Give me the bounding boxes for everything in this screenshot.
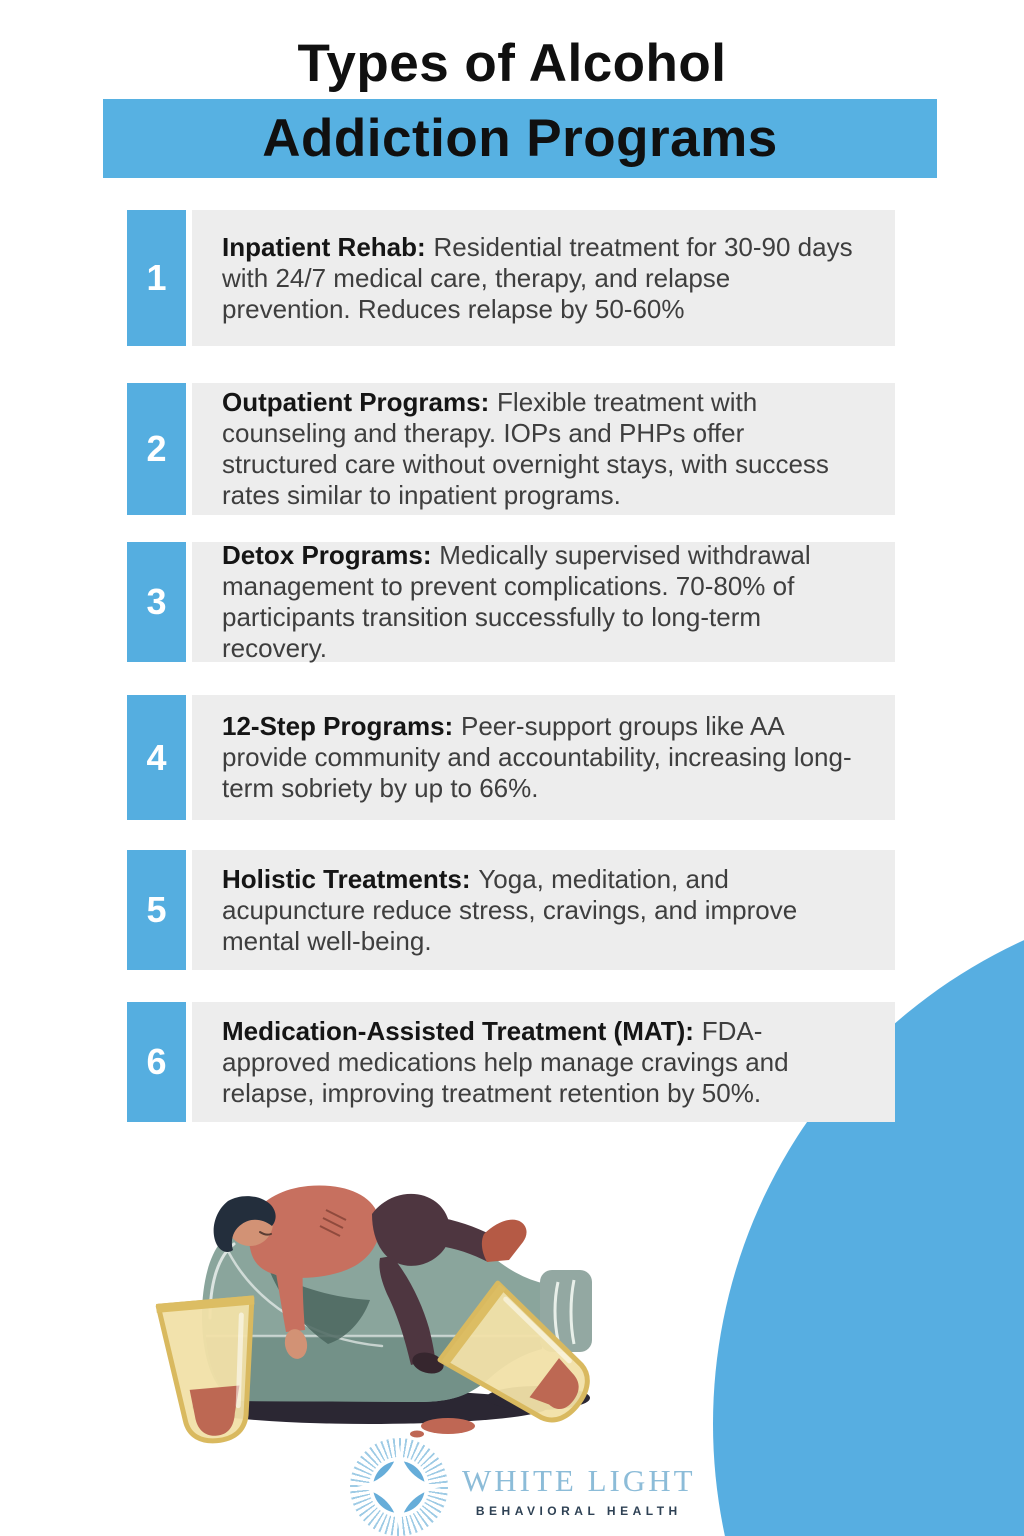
item-panel xyxy=(192,1002,895,1122)
program-item-6 xyxy=(127,1002,895,1122)
item-number: 6 xyxy=(146,1041,167,1082)
item-text xyxy=(192,232,895,325)
item-description: Peer-support groups like AA provide community and accountability, increasing long-term sobriety by up to 66%. xyxy=(222,711,852,803)
item-number-badge xyxy=(127,1002,186,1122)
page-title-line1: Types of Alcohol xyxy=(297,34,727,93)
brand-tagline: BEHAVIORAL HEALTH xyxy=(475,1503,682,1518)
item-number-badge xyxy=(127,542,186,662)
program-item-2 xyxy=(127,383,895,515)
item-description: Flexible treatment with counseling and therapy. IOPs and PHPs offer structured care without overnight stays, with success rates similar to inpatient programs. xyxy=(222,387,829,510)
spill-drop xyxy=(410,1431,424,1438)
program-item-4 xyxy=(127,695,895,820)
brand-lockup xyxy=(350,1438,696,1536)
drunk-man-on-bottle-illustration xyxy=(130,1160,750,1460)
title-banner xyxy=(103,99,937,178)
item-text xyxy=(192,1016,895,1109)
item-number: 1 xyxy=(146,257,167,298)
item-panel xyxy=(192,542,895,662)
item-text xyxy=(192,711,895,804)
red-shoe xyxy=(482,1220,527,1262)
item-label: Holistic Treatments: xyxy=(222,863,471,894)
item-label: Outpatient Programs: xyxy=(222,387,490,417)
item-number: 4 xyxy=(146,736,167,778)
brand-text xyxy=(462,1457,696,1518)
item-panel xyxy=(192,695,895,820)
item-number: 5 xyxy=(146,889,167,930)
item-text xyxy=(192,387,895,511)
item-description: Yoga, meditation, and acupuncture reduce stress, cravings, and improve mental well-being. xyxy=(222,863,798,956)
program-item-5 xyxy=(127,850,895,970)
item-panel xyxy=(192,210,895,346)
item-label: Inpatient Rehab: xyxy=(222,231,426,262)
item-description: FDA-approved medications help manage cravings and relapse, improving treatment retention by 50%. xyxy=(222,1015,789,1108)
starburst-logo-icon xyxy=(350,1438,448,1536)
item-description: Residential treatment for 30-90 days with 24/7 medical care, therapy, and relapse prevention. Reduces relapse by 50-60% xyxy=(222,231,853,324)
item-label: 12-Step Programs: xyxy=(222,711,454,741)
item-number-badge xyxy=(127,850,186,970)
spill-puddle xyxy=(421,1418,475,1434)
program-item-3 xyxy=(127,542,895,662)
corner-circle-decoration xyxy=(713,892,1024,1536)
item-number-badge xyxy=(127,695,186,820)
item-text xyxy=(192,864,895,957)
item-panel xyxy=(192,850,895,970)
program-item-1 xyxy=(127,210,895,346)
item-number-badge xyxy=(127,210,186,346)
item-label: Detox Programs: xyxy=(222,540,432,570)
logo-star xyxy=(350,1438,448,1536)
brand-name: WHITE LIGHT xyxy=(462,1462,696,1498)
item-panel xyxy=(192,383,895,515)
left-glass xyxy=(156,1298,266,1445)
page-title-line2: Addiction Programs xyxy=(262,109,778,168)
item-number: 2 xyxy=(146,428,167,469)
item-label: Medication-Assisted Treatment (MAT): xyxy=(222,1015,694,1046)
item-text xyxy=(192,540,895,664)
item-description: Medically supervised withdrawal management to prevent complications. 70-80% of participants transition successfully to long-term recovery. xyxy=(222,540,811,663)
item-number-badge xyxy=(127,383,186,515)
item-number: 3 xyxy=(146,581,167,622)
